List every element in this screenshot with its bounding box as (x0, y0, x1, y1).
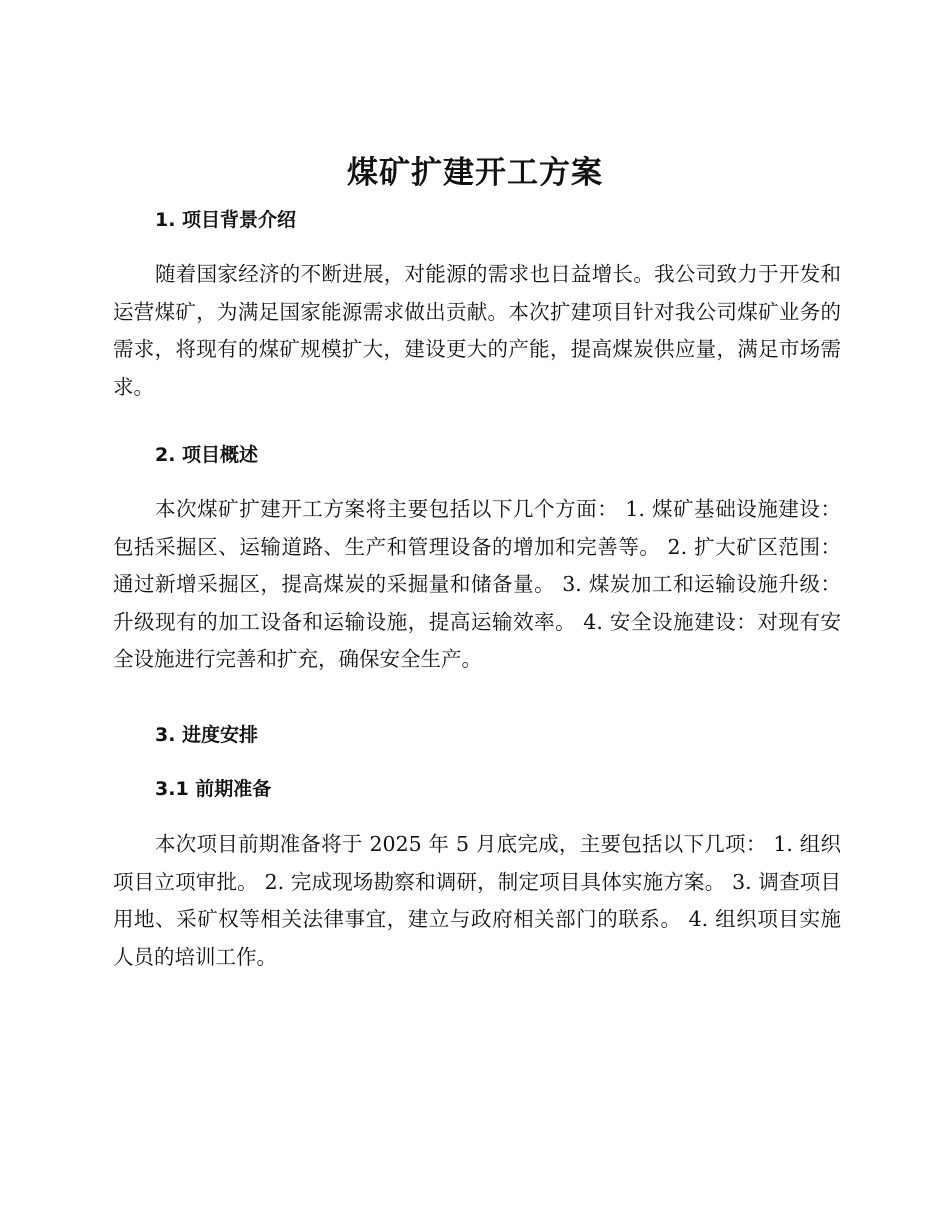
section-heading-overview: 2. 项目概述 (155, 444, 259, 466)
section-body-background: 随着国家经济的不断进展，对能源的需求也日益增长。我公司致力于开发和运营煤矿，为满足国家能源需求做出贡献。本次扩建项目针对我公司煤矿业务的需求，将现有的煤矿规模扩大，建设更大的产能，提高煤炭供应量，满足市场需求。 (113, 262, 841, 399)
section-heading-background: 1. 项目背景介绍 (155, 209, 297, 231)
document-title: 煤矿扩建开工方案 (347, 155, 603, 191)
section-heading-preparation: 3.1 前期准备 (155, 778, 272, 800)
section-body-overview: 本次煤矿扩建开工方案将主要包括以下几个方面： 1. 煤矿基础设施建设：包括采掘区、运输道路、生产和管理设备的增加和完善等。 2. 扩大矿区范围：通过新增采掘区，提高煤炭的采掘量和储备量。 3. 煤炭加工和运输设施升级：升级现有的加工设备和运输设施，提高运输效率。 4. 安全设施建设：对现有安全设施进行完善和扩充，确保安全生产。 (113, 497, 841, 671)
section-body-preparation: 本次项目前期准备将于 2025 年 5 月底完成，主要包括以下几项： 1. 组织项目立项审批。 2. 完成现场勘察和调研，制定项目具体实施方案。 3. 调查项目用地、采矿权等相关法律事宜，建立与政府相关部门的联系。 4. 组织项目实施人员的培训工作。 (113, 832, 841, 969)
section-heading-schedule: 3. 进度安排 (155, 724, 259, 746)
